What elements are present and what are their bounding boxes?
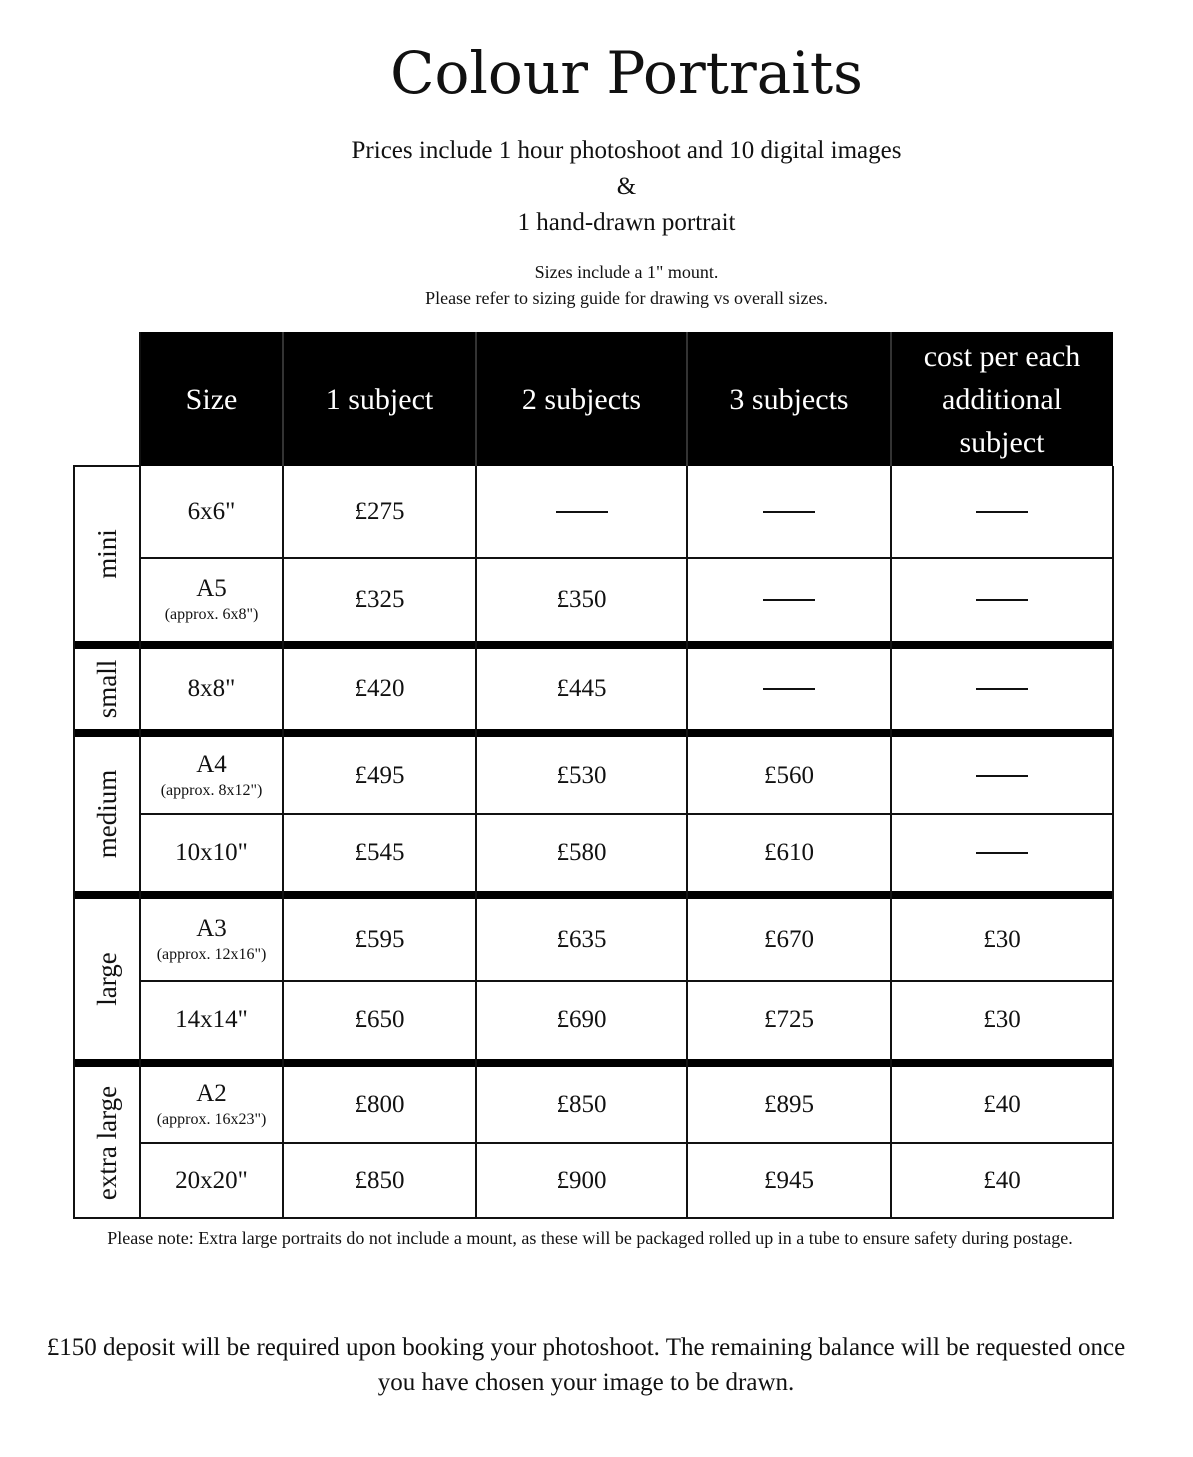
price-cell bbox=[891, 1143, 1113, 1218]
price-cell bbox=[476, 558, 687, 641]
table-border-bottom bbox=[73, 1217, 1113, 1219]
price-value: £495 bbox=[354, 761, 405, 789]
size-label: 6x6" bbox=[187, 498, 236, 525]
footnote: Please note: Extra large portraits do not include a mount, as these will be packaged rolled up in a tube to ensure safety during postage. bbox=[107, 1228, 1073, 1248]
price-value: £595 bbox=[354, 926, 405, 953]
size-approx-note: (approx. 8x12") bbox=[160, 781, 263, 799]
size-cell bbox=[140, 1143, 283, 1218]
not-available-dash bbox=[976, 775, 1028, 777]
group-divider bbox=[73, 641, 1113, 649]
price-cell bbox=[476, 1143, 687, 1218]
size-label: 14x14" bbox=[175, 1006, 248, 1033]
price-cell bbox=[476, 649, 687, 729]
price-cell bbox=[283, 649, 476, 729]
price-cell bbox=[891, 466, 1113, 558]
price-value: £545 bbox=[354, 838, 405, 866]
size-cell bbox=[140, 814, 283, 891]
column-header: cost per each additional subject bbox=[923, 339, 1081, 459]
price-cell bbox=[891, 981, 1113, 1059]
column-header: 1 subject bbox=[325, 382, 434, 416]
group-label: extra large bbox=[91, 1085, 122, 1200]
price-cell bbox=[891, 737, 1113, 814]
not-available-dash bbox=[556, 511, 608, 513]
price-cell bbox=[687, 466, 891, 558]
column-divider bbox=[686, 466, 688, 1219]
column-header: 3 subjects bbox=[729, 382, 849, 416]
price-value: £30 bbox=[983, 1006, 1021, 1033]
deposit-note: £150 deposit will be required upon booking your photoshoot. The remaining balance will be requested once you have chosen your image to be drawn. bbox=[46, 1334, 1126, 1396]
price-value: £580 bbox=[556, 838, 607, 866]
price-value: £650 bbox=[354, 1006, 405, 1033]
group-divider bbox=[73, 729, 1113, 737]
size-cell bbox=[140, 737, 283, 814]
price-value: £690 bbox=[556, 1006, 607, 1033]
price-cell bbox=[476, 1067, 687, 1143]
price-cell bbox=[283, 814, 476, 891]
price-value: £850 bbox=[354, 1166, 405, 1194]
subtitle bbox=[0, 133, 1193, 241]
size-label: A5 bbox=[196, 574, 227, 602]
group-label: mini bbox=[91, 528, 122, 579]
column-divider bbox=[282, 466, 284, 1219]
price-value: £610 bbox=[764, 838, 814, 866]
header-divider bbox=[282, 332, 284, 466]
price-value: £30 bbox=[983, 926, 1021, 953]
size-approx-note: (approx. 16x23") bbox=[156, 1111, 267, 1128]
price-value: £560 bbox=[764, 761, 814, 789]
price-value: £350 bbox=[556, 585, 607, 613]
header-divider bbox=[890, 332, 892, 466]
size-approx-note: (approx. 12x16") bbox=[156, 946, 267, 963]
price-cell bbox=[283, 1143, 476, 1218]
group-divider bbox=[73, 1059, 1113, 1067]
size-label: 10x10" bbox=[175, 838, 248, 866]
price-cell bbox=[283, 737, 476, 814]
size-cell bbox=[140, 1067, 283, 1143]
size-label: A2 bbox=[196, 1080, 227, 1107]
price-value: £800 bbox=[354, 1091, 405, 1118]
price-value: £325 bbox=[354, 585, 405, 613]
not-available-dash bbox=[976, 599, 1028, 601]
column-divider bbox=[475, 466, 477, 1219]
not-available-dash bbox=[976, 688, 1028, 690]
column-header: Size bbox=[185, 382, 238, 416]
page-title: Colour Portraits bbox=[390, 39, 863, 107]
not-available-dash bbox=[976, 511, 1028, 513]
column-divider bbox=[890, 466, 892, 1219]
size-cell bbox=[140, 649, 283, 729]
header-divider bbox=[475, 332, 477, 466]
size-cell bbox=[140, 558, 283, 641]
price-cell bbox=[891, 1067, 1113, 1143]
size-cell bbox=[140, 899, 283, 981]
header-divider bbox=[686, 332, 688, 466]
price-value: £850 bbox=[556, 1091, 607, 1118]
not-available-dash bbox=[763, 599, 815, 601]
price-cell bbox=[687, 981, 891, 1059]
price-cell bbox=[687, 558, 891, 641]
price-cell bbox=[283, 558, 476, 641]
price-cell bbox=[283, 899, 476, 981]
price-value: £275 bbox=[354, 498, 405, 525]
not-available-dash bbox=[976, 852, 1028, 854]
table-border-left bbox=[73, 465, 75, 1219]
price-value: £40 bbox=[983, 1091, 1021, 1118]
subtitle-line-1: Prices include 1 hour photoshoot and 10 digital images bbox=[351, 137, 902, 164]
group-label: medium bbox=[91, 769, 122, 859]
group-divider bbox=[73, 891, 1113, 899]
size-label: 20x20" bbox=[175, 1166, 248, 1194]
price-value: £530 bbox=[556, 761, 607, 789]
table-border-top bbox=[73, 465, 140, 467]
price-cell bbox=[891, 814, 1113, 891]
size-approx-note: (approx. 6x8") bbox=[164, 605, 259, 623]
subtitle-line-2: & bbox=[616, 173, 637, 200]
price-cell bbox=[283, 981, 476, 1059]
group-label: large bbox=[91, 952, 122, 1006]
price-cell bbox=[476, 814, 687, 891]
price-value: £945 bbox=[764, 1166, 814, 1194]
price-cell bbox=[687, 814, 891, 891]
column-divider bbox=[139, 332, 141, 1219]
price-cell bbox=[476, 981, 687, 1059]
price-value: £725 bbox=[764, 1006, 814, 1033]
price-value: £895 bbox=[764, 1091, 814, 1118]
size-cell bbox=[140, 981, 283, 1059]
price-value: £420 bbox=[354, 675, 405, 702]
size-cell bbox=[140, 466, 283, 558]
price-cell bbox=[283, 466, 476, 558]
price-cell bbox=[687, 649, 891, 729]
subtitle-line-3: 1 hand-drawn portrait bbox=[517, 209, 736, 236]
sizes-note-line-2: Please refer to sizing guide for drawing vs overall sizes. bbox=[425, 288, 828, 308]
price-cell bbox=[687, 1143, 891, 1218]
sizes-note-line-1: Sizes include a 1" mount. bbox=[534, 262, 719, 282]
price-value: £670 bbox=[764, 926, 814, 953]
not-available-dash bbox=[763, 511, 815, 513]
price-value: £635 bbox=[556, 926, 607, 953]
price-cell bbox=[891, 558, 1113, 641]
price-cell bbox=[891, 649, 1113, 729]
price-cell bbox=[687, 1067, 891, 1143]
price-cell bbox=[476, 466, 687, 558]
sizes-note bbox=[0, 259, 1193, 311]
price-cell bbox=[476, 899, 687, 981]
price-cell bbox=[687, 737, 891, 814]
price-value: £445 bbox=[556, 675, 607, 702]
size-label: A4 bbox=[196, 750, 227, 778]
size-label: 8x8" bbox=[187, 675, 236, 702]
column-divider bbox=[1112, 466, 1114, 1219]
size-label: A3 bbox=[196, 915, 227, 942]
price-cell bbox=[687, 899, 891, 981]
price-value: £900 bbox=[556, 1166, 607, 1194]
group-label: small bbox=[91, 659, 122, 719]
price-value: £40 bbox=[983, 1166, 1021, 1194]
price-cell bbox=[891, 899, 1113, 981]
column-header: 2 subjects bbox=[521, 382, 642, 416]
not-available-dash bbox=[763, 688, 815, 690]
price-cell bbox=[283, 1067, 476, 1143]
price-cell bbox=[476, 737, 687, 814]
